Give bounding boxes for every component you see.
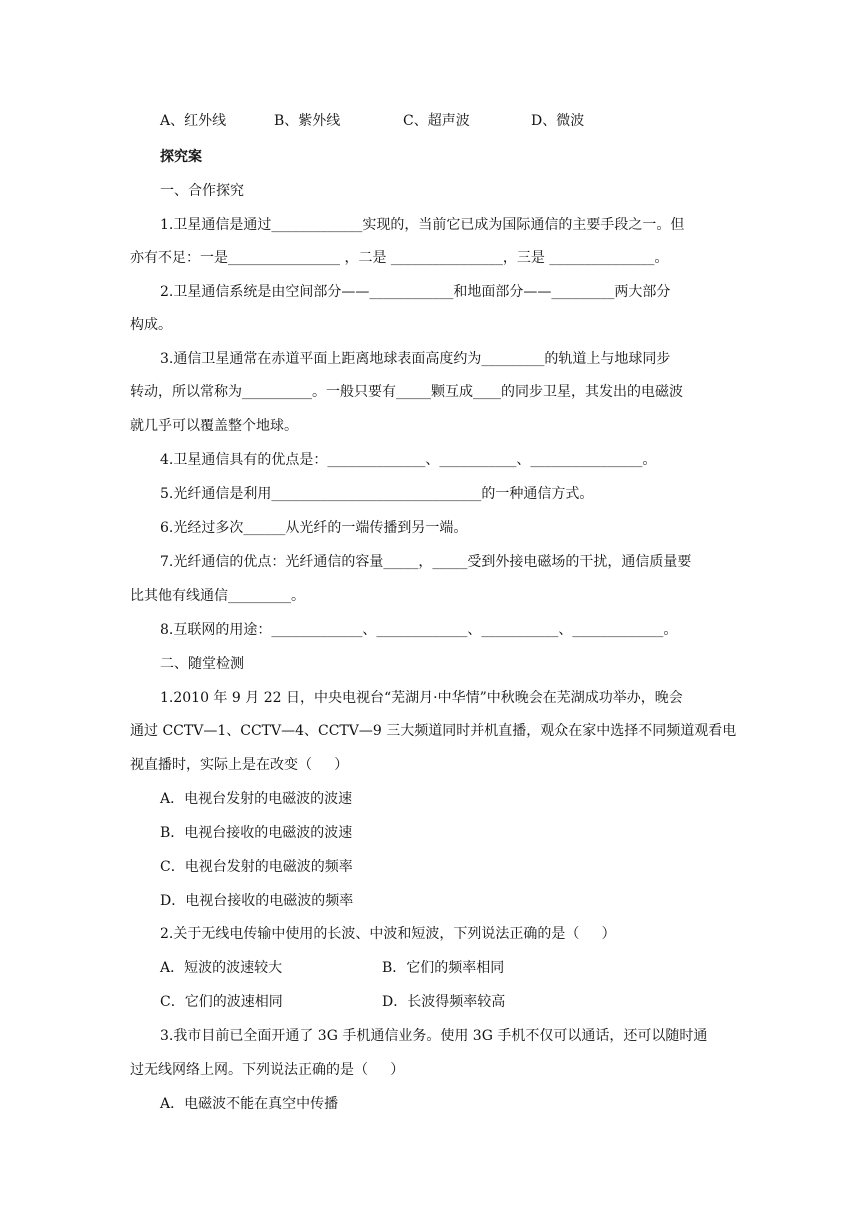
s2-q2-option-b: B．它们的频率相同 xyxy=(382,960,505,976)
s2-q1-option-c: C．电视台发射的电磁波的频率 xyxy=(160,859,353,875)
section2-title: 二、随堂检测 xyxy=(160,656,244,672)
s1-q7-line2: 比其他有线通信_________。 xyxy=(130,588,305,604)
option-d: D、微波 xyxy=(531,113,585,129)
s2-q1-line3: 视直播时，实际上是在改变（ ） xyxy=(130,757,349,773)
s1-q2-line1: 2.卫星通信系统是由空间部分——____________和地面部分——_________两大部分 xyxy=(160,284,671,300)
s1-q8: 8.互联网的用途：_____________、_____________、___________、_____________。 xyxy=(160,622,678,638)
s1-q3-line3: 就几乎可以覆盖整个地球。 xyxy=(130,418,298,434)
s1-q1-line2: 亦有不足：一是________________ ，二是 ________________，三是 _______________。 xyxy=(130,250,669,266)
heading-explore: 探究案 xyxy=(160,149,202,165)
s2-q3-line2: 过无线网络上网。下列说法正确的是（ ） xyxy=(130,1062,405,1078)
option-a: A、红外线 xyxy=(160,113,227,129)
s2-q2-option-a: A．短波的波速较大 xyxy=(160,960,283,976)
s2-q1-line1: 1.2010 年 9 月 22 日，中央电视台“芜湖月·中华情”中秋晚会在芜湖成功举办，晚会 xyxy=(160,690,683,706)
option-c: C、超声波 xyxy=(403,113,470,129)
s2-q1-option-b: B．电视台接收的电磁波的波速 xyxy=(160,825,353,841)
s2-q1-option-a: A．电视台发射的电磁波的波速 xyxy=(160,791,353,807)
s1-q1-line1: 1.卫星通信是通过_____________实现的，当前它已成为国际通信的主要手段之一。但 xyxy=(160,217,685,233)
option-b: B、紫外线 xyxy=(274,113,341,129)
s2-q2-stem: 2.关于无线电传输中使用的长波、中波和短波，下列说法正确的是（ ） xyxy=(160,926,616,942)
s1-q4: 4.卫星通信具有的优点是：______________、___________、________________。 xyxy=(160,452,657,468)
s1-q3-line1: 3.通信卫星通常在赤道平面上距离地球表面高度约为_________的轨道上与地球同步 xyxy=(160,351,671,367)
s1-q3-line2: 转动，所以常称为__________。一般只要有_____颗互成____的同步卫星，其发出的电磁波 xyxy=(130,384,683,400)
s1-q5: 5.光纤通信是利用______________________________的一种通信方式。 xyxy=(160,486,594,502)
s2-q1-line2: 通过 CCTV—1、CCTV—4、CCTV—9 三大频道同时并机直播，观众在家中选择不同频道观看电 xyxy=(130,723,737,739)
s2-q2-option-d: D．长波得频率较高 xyxy=(382,994,506,1010)
s2-q3-option-a: A．电磁波不能在真空中传播 xyxy=(160,1096,339,1112)
s1-q7-line1: 7.光纤通信的优点：光纤通信的容量_____，_____受到外接电磁场的干扰，通信质量要 xyxy=(160,554,692,570)
s2-q3-line1: 3.我市目前已全面开通了 3G 手机通信业务。使用 3G 手机不仅可以通话，还可以随时通 xyxy=(160,1028,708,1044)
s1-q2-line2: 构成。 xyxy=(130,317,172,333)
s1-q6: 6.光经过多次______从光纤的一端传播到另一端。 xyxy=(160,520,468,536)
s2-q2-option-c: C．它们的波速相同 xyxy=(160,994,283,1010)
s2-q1-option-d: D．电视台接收的电磁波的频率 xyxy=(160,893,354,909)
section1-title: 一、合作探究 xyxy=(160,183,244,199)
